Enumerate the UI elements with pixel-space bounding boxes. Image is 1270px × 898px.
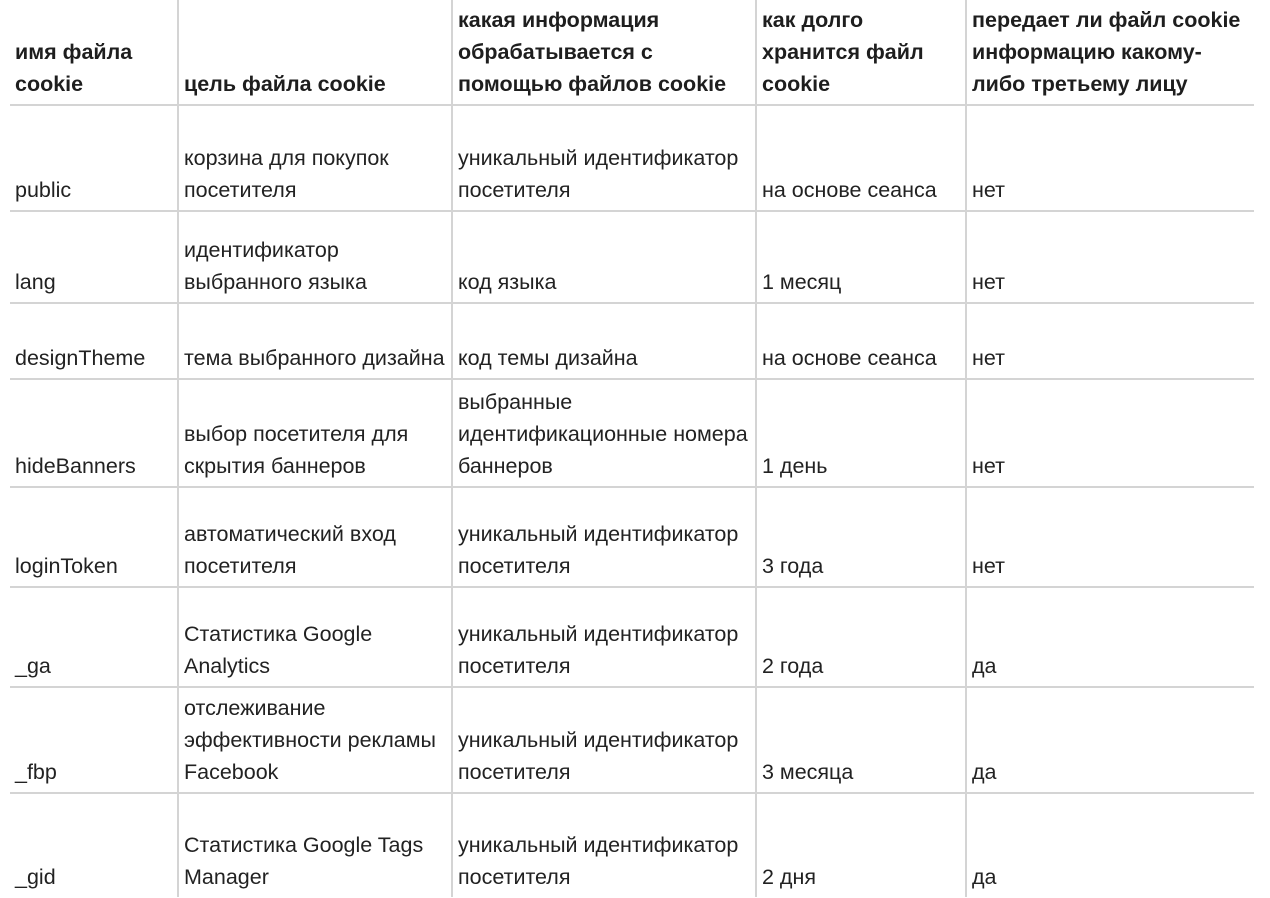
cell-cookie-name: _ga	[10, 587, 178, 687]
cell-storage-duration: на основе сеанса	[756, 303, 966, 379]
cell-third-party: нет	[966, 303, 1254, 379]
cookie-table	[10, 0, 1254, 897]
header-processed-info: какая информация обрабатывается с помощью файлов cookie	[452, 0, 756, 105]
cell-processed-info: уникальный идентификатор посетителя	[452, 793, 756, 897]
cell-cookie-name: _fbp	[10, 687, 178, 793]
cell-cookie-purpose: Статистика Google Tags Manager	[178, 793, 452, 897]
cell-cookie-name: public	[10, 105, 178, 211]
cell-third-party: нет	[966, 105, 1254, 211]
table-row	[10, 687, 1254, 793]
cell-storage-duration: на основе сеанса	[756, 105, 966, 211]
table-row	[10, 487, 1254, 587]
cell-storage-duration: 1 месяц	[756, 211, 966, 303]
table-row	[10, 303, 1254, 379]
cell-processed-info: уникальный идентификатор посетителя	[452, 105, 756, 211]
cell-third-party: нет	[966, 487, 1254, 587]
header-storage-duration: как долго хранится файл cookie	[756, 0, 966, 105]
cell-third-party: да	[966, 587, 1254, 687]
cell-cookie-name: designTheme	[10, 303, 178, 379]
cell-storage-duration: 3 месяца	[756, 687, 966, 793]
cell-cookie-purpose: корзина для покупок посетителя	[178, 105, 452, 211]
cell-processed-info: код темы дизайна	[452, 303, 756, 379]
cell-processed-info: код языка	[452, 211, 756, 303]
cell-third-party: да	[966, 687, 1254, 793]
cell-cookie-purpose: Статистика Google Analytics	[178, 587, 452, 687]
cell-processed-info: уникальный идентификатор посетителя	[452, 687, 756, 793]
table-row	[10, 587, 1254, 687]
cell-storage-duration: 2 дня	[756, 793, 966, 897]
cell-storage-duration: 2 года	[756, 587, 966, 687]
cell-cookie-name: lang	[10, 211, 178, 303]
cell-third-party: нет	[966, 211, 1254, 303]
header-cookie-purpose: цель файла cookie	[178, 0, 452, 105]
header-third-party: передает ли файл cookie информацию какому-либо третьему лицу	[966, 0, 1254, 105]
cell-cookie-purpose: тема выбранного дизайна	[178, 303, 452, 379]
cell-processed-info: выбранные идентификационные номера баннеров	[452, 379, 756, 487]
cell-processed-info: уникальный идентификатор посетителя	[452, 587, 756, 687]
cell-cookie-purpose: отслеживание эффективности рекламы Facebook	[178, 687, 452, 793]
cell-cookie-name: _gid	[15, 865, 56, 889]
cell-cookie-purpose: идентификатор выбранного языка	[178, 211, 452, 303]
cell-cookie-purpose: автоматический вход посетителя	[178, 487, 452, 587]
cell-cookie-name: hideBanners	[10, 379, 178, 487]
table-row	[10, 105, 1254, 211]
cell-third-party: да	[966, 793, 1254, 897]
header-cookie-name: имя файла cookie	[10, 0, 178, 105]
table-row	[10, 379, 1254, 487]
cell-cookie-name: loginToken	[10, 487, 178, 587]
table-header-row	[10, 0, 1254, 105]
cell-storage-duration: 3 года	[756, 487, 966, 587]
table-row	[10, 793, 1254, 897]
cell-processed-info: уникальный идентификатор посетителя	[452, 487, 756, 587]
cell-storage-duration: 1 день	[756, 379, 966, 487]
cell-cookie-purpose: выбор посетителя для скрытия баннеров	[178, 379, 452, 487]
cell-third-party: нет	[966, 379, 1254, 487]
table-row	[10, 211, 1254, 303]
